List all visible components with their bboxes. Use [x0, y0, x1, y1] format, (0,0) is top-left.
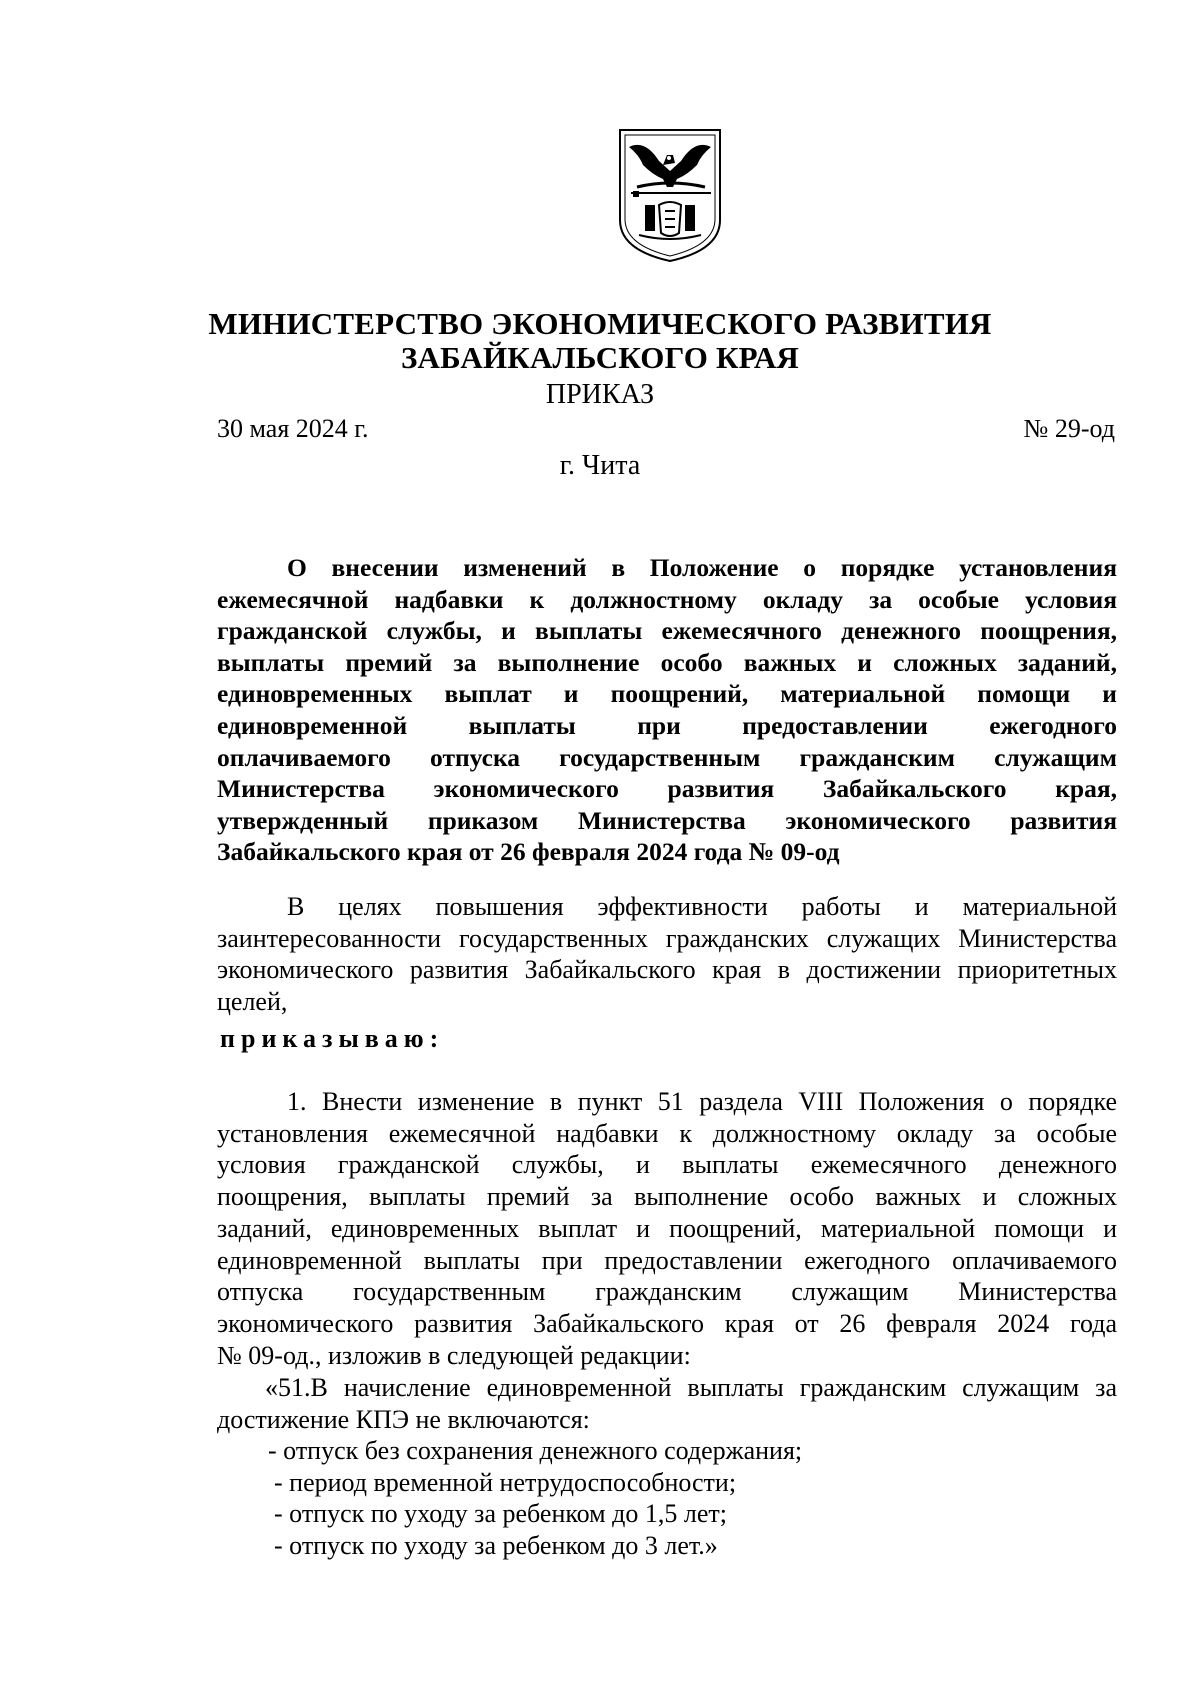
- preamble-paragraph: [217, 891, 1117, 1018]
- document-city: г. Чита: [559, 450, 641, 481]
- subject-line: Министерства экономического развития Забайкальского края,: [217, 774, 1117, 804]
- subject-line: единовременных выплат и поощрений, материальной помощи и: [217, 679, 1117, 709]
- clause-line: установления ежемесячной надбавки к должностному окладу за особые: [217, 1118, 1117, 1148]
- list-item: - отпуск по уходу за ребенком до 1,5 лет;: [274, 1499, 727, 1529]
- subject-line: единовременной выплаты при предоставлении ежегодного: [217, 710, 1117, 740]
- subject-line: Забайкальского края от 26 февраля 2024 года № 09-од: [217, 837, 840, 867]
- document-subject: [217, 552, 1117, 868]
- document-date: 30 мая 2024 г.: [217, 414, 369, 443]
- ministry-name-line1: МИНИСТЕРСТВО ЭКОНОМИЧЕСКОГО РАЗВИТИЯ: [208, 306, 992, 341]
- exclusions-list: [268, 1435, 802, 1562]
- subject-line: гражданской службы, и выплаты ежемесячного денежного поощрения,: [217, 616, 1117, 646]
- quoted-clause-51: [217, 1372, 1117, 1435]
- clause-line: поощрения, выплаты премий за выполнение особо важных и сложных: [217, 1182, 1117, 1212]
- quote-line: достижение КПЭ не включаются:: [217, 1404, 590, 1434]
- document-type: ПРИКАЗ: [545, 379, 655, 410]
- list-item: - отпуск по уходу за ребенком до 3 лет.»: [274, 1531, 718, 1561]
- preamble-line: экономического развития Забайкальского края в достижении приоритетных: [217, 955, 1117, 985]
- clause-1-paragraph: [217, 1086, 1117, 1371]
- preamble-line: В целях повышения эффективности работы и материальной: [287, 892, 1117, 921]
- quote-line: «51.В начисление единовременной выплаты гражданским служащим за: [265, 1373, 1117, 1402]
- order-word: приказываю:: [220, 1024, 445, 1053]
- subject-line: ежемесячной надбавки к должностному окладу за особые условия: [217, 584, 1117, 614]
- clause-line: заданий, единовременных выплат и поощрений, материальной помощи и: [217, 1213, 1117, 1243]
- subject-line: выплаты премий за выполнение особо важных и сложных заданий,: [217, 647, 1117, 677]
- subject-line: О внесении изменений в Положение о порядке установления: [287, 553, 1117, 582]
- subject-line: оплачиваемого отпуска государственным гражданским служащим: [217, 742, 1117, 772]
- clause-line: экономического развития Забайкальского края от 26 февраля 2024 года: [217, 1308, 1117, 1338]
- clause-line: № 09-од., изложив в следующей редакции:: [217, 1340, 691, 1370]
- subject-line: утвержденный приказом Министерства экономического развития: [217, 805, 1117, 835]
- list-item: - период временной нетрудоспособности;: [274, 1467, 737, 1497]
- clause-line: отпуска государственным гражданским служащим Министерства: [217, 1277, 1117, 1307]
- preamble-line: целей,: [217, 987, 288, 1017]
- document-number: № 29-од: [1023, 414, 1115, 443]
- clause-line: единовременной выплаты при предоставлении ежегодного оплачиваемого: [217, 1245, 1117, 1275]
- ministry-name-line2: ЗАБАЙКАЛЬСКОГО КРАЯ: [400, 340, 800, 375]
- clause-line: 1. Внести изменение в пункт 51 раздела VIII Положения о порядке: [287, 1087, 1117, 1116]
- list-item: - отпуск без сохранения денежного содержания;: [268, 1436, 803, 1465]
- clause-line: условия гражданской службы, и выплаты ежемесячного денежного: [217, 1150, 1117, 1180]
- preamble-line: заинтересованности государственных гражданских служащих Министерства: [217, 923, 1117, 953]
- coat-of-arms-icon: [615, 125, 725, 265]
